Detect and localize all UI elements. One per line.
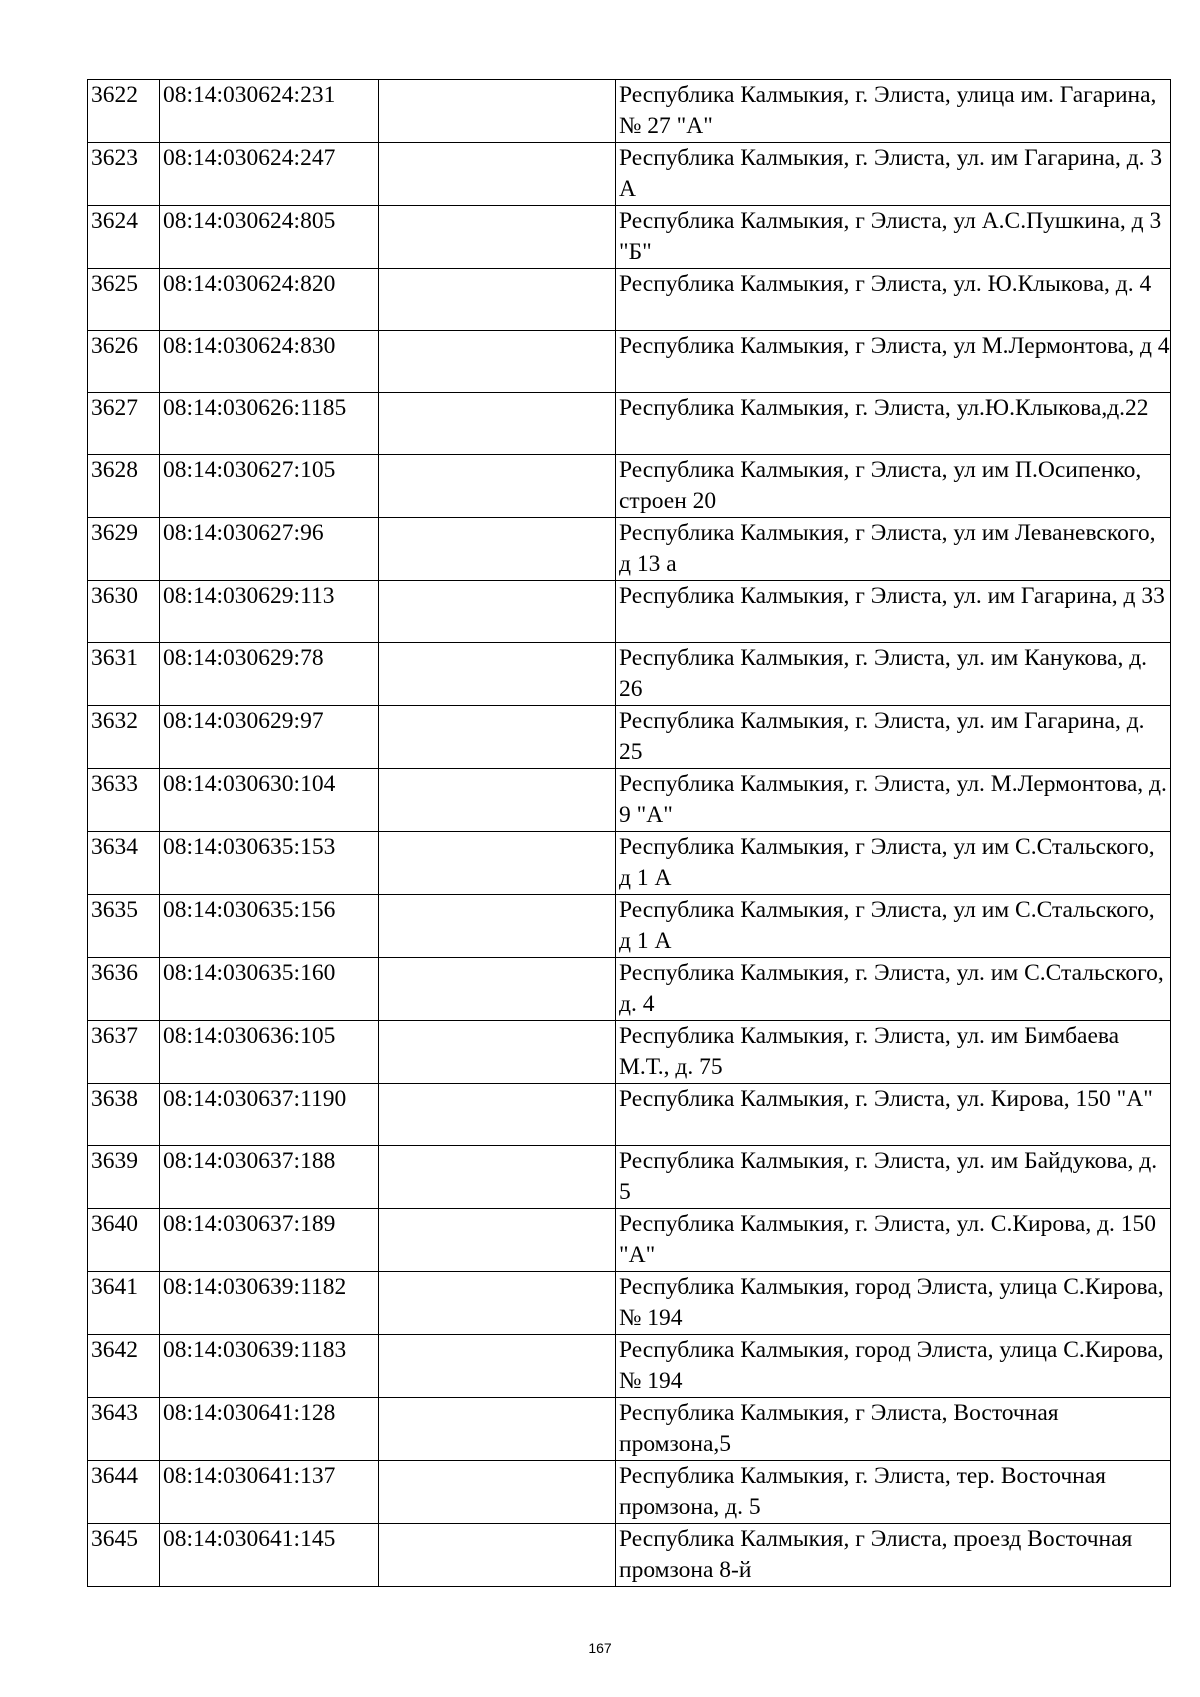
empty-cell <box>379 1021 616 1084</box>
row-number-cell: 3629 <box>88 518 160 581</box>
empty-cell <box>379 958 616 1021</box>
row-number-cell: 3633 <box>88 769 160 832</box>
address-cell: Республика Калмыкия, г. Элиста, ул. Кирова, 150 "А" <box>616 1084 1171 1146</box>
cadastral-number-cell: 08:14:030637:189 <box>160 1209 379 1272</box>
address-cell: Республика Калмыкия, г. Элиста, ул. им Канукова, д. 26 <box>616 643 1171 706</box>
row-number-cell: 3641 <box>88 1272 160 1335</box>
address-cell: Республика Калмыкия, город Элиста, улица С.Кирова, № 194 <box>616 1272 1171 1335</box>
cadastral-number-cell: 08:14:030624:231 <box>160 80 379 143</box>
page-number: 167 <box>588 1640 612 1656</box>
row-number-cell: 3630 <box>88 581 160 643</box>
row-number-cell: 3626 <box>88 331 160 393</box>
address-cell: Республика Калмыкия, г. Элиста, ул. им Байдукова, д. 5 <box>616 1146 1171 1209</box>
row-number-cell: 3624 <box>88 206 160 269</box>
cadastral-number-cell: 08:14:030637:188 <box>160 1146 379 1209</box>
table-row <box>88 769 1171 832</box>
cadastral-number-cell: 08:14:030639:1183 <box>160 1335 379 1398</box>
table-row <box>88 143 1171 206</box>
address-cell: Республика Калмыкия, г. Элиста, ул. им С.Стальского, д. 4 <box>616 958 1171 1021</box>
row-number-cell: 3632 <box>88 706 160 769</box>
empty-cell <box>379 393 616 455</box>
row-number-cell: 3628 <box>88 455 160 518</box>
cadastral-number-cell: 08:14:030636:105 <box>160 1021 379 1084</box>
row-number-cell: 3625 <box>88 269 160 331</box>
empty-cell <box>379 1398 616 1461</box>
address-cell: Республика Калмыкия, г. Элиста, ул. им Гагарина, д. 25 <box>616 706 1171 769</box>
table-row <box>88 1272 1171 1335</box>
cadastral-number-cell: 08:14:030624:830 <box>160 331 379 393</box>
cadastral-number-cell: 08:14:030629:78 <box>160 643 379 706</box>
cadastral-number-cell: 08:14:030629:97 <box>160 706 379 769</box>
empty-cell <box>379 80 616 143</box>
cadastral-number-cell: 08:14:030626:1185 <box>160 393 379 455</box>
address-cell: Республика Калмыкия, г. Элиста, улица им. Гагарина, № 27 "А" <box>616 80 1171 143</box>
address-cell: Республика Калмыкия, г Элиста, ул им П.Осипенко, строен 20 <box>616 455 1171 518</box>
address-cell: Республика Калмыкия, г Элиста, ул А.С.Пушкина, д 3 "Б" <box>616 206 1171 269</box>
table-row <box>88 206 1171 269</box>
row-number-cell: 3645 <box>88 1524 160 1587</box>
address-cell: Республика Калмыкия, г Элиста, ул М.Лермонтова, д 4 <box>616 331 1171 393</box>
table-row <box>88 581 1171 643</box>
table-row <box>88 455 1171 518</box>
cadastral-number-cell: 08:14:030637:1190 <box>160 1084 379 1146</box>
empty-cell <box>379 1272 616 1335</box>
table-row <box>88 80 1171 143</box>
empty-cell <box>379 331 616 393</box>
table-row <box>88 1524 1171 1587</box>
row-number-cell: 3635 <box>88 895 160 958</box>
row-number-cell: 3643 <box>88 1398 160 1461</box>
address-cell: Республика Калмыкия, г. Элиста, ул. им Бимбаева М.Т., д. 75 <box>616 1021 1171 1084</box>
cadastral-number-cell: 08:14:030627:105 <box>160 455 379 518</box>
table-row <box>88 1461 1171 1524</box>
cadastral-number-cell: 08:14:030624:820 <box>160 269 379 331</box>
empty-cell <box>379 769 616 832</box>
cadastral-number-cell: 08:14:030635:160 <box>160 958 379 1021</box>
empty-cell <box>379 643 616 706</box>
registry-table <box>87 79 1171 1587</box>
empty-cell <box>379 1209 616 1272</box>
table-row <box>88 269 1171 331</box>
address-cell: Республика Калмыкия, г Элиста, ул им С.Стальского, д 1 А <box>616 895 1171 958</box>
table-row <box>88 1146 1171 1209</box>
cadastral-number-cell: 08:14:030624:247 <box>160 143 379 206</box>
address-cell: Республика Калмыкия, г Элиста, ул. Ю.Клыкова, д. 4 <box>616 269 1171 331</box>
address-cell: Республика Калмыкия, г Элиста, ул им С.Стальского, д 1 А <box>616 832 1171 895</box>
table-row <box>88 1209 1171 1272</box>
empty-cell <box>379 269 616 331</box>
row-number-cell: 3642 <box>88 1335 160 1398</box>
table-row <box>88 518 1171 581</box>
row-number-cell: 3644 <box>88 1461 160 1524</box>
empty-cell <box>379 706 616 769</box>
empty-cell <box>379 895 616 958</box>
address-cell: Республика Калмыкия, г. Элиста, ул. им Гагарина, д. 3 А <box>616 143 1171 206</box>
address-cell: Республика Калмыкия, г Элиста, проезд Восточная промзона 8-й <box>616 1524 1171 1587</box>
row-number-cell: 3638 <box>88 1084 160 1146</box>
address-cell: Республика Калмыкия, г. Элиста, ул. С.Кирова, д. 150 "А" <box>616 1209 1171 1272</box>
row-number-cell: 3636 <box>88 958 160 1021</box>
address-cell: Республика Калмыкия, г Элиста, Восточная промзона,5 <box>616 1398 1171 1461</box>
address-cell: Республика Калмыкия, город Элиста, улица С.Кирова, № 194 <box>616 1335 1171 1398</box>
cadastral-number-cell: 08:14:030630:104 <box>160 769 379 832</box>
address-cell: Республика Калмыкия, г. Элиста, ул. М.Лермонтова, д. 9 "А" <box>616 769 1171 832</box>
row-number-cell: 3634 <box>88 832 160 895</box>
row-number-cell: 3622 <box>88 80 160 143</box>
table-row <box>88 331 1171 393</box>
table-row <box>88 1084 1171 1146</box>
address-cell: Республика Калмыкия, г Элиста, ул. им Гагарина, д 33 <box>616 581 1171 643</box>
table-row <box>88 706 1171 769</box>
address-cell: Республика Калмыкия, г. Элиста, ул.Ю.Клыкова,д.22 <box>616 393 1171 455</box>
empty-cell <box>379 832 616 895</box>
empty-cell <box>379 1335 616 1398</box>
registry-table-body <box>88 80 1171 1587</box>
cadastral-number-cell: 08:14:030627:96 <box>160 518 379 581</box>
empty-cell <box>379 143 616 206</box>
empty-cell <box>379 1146 616 1209</box>
cadastral-number-cell: 08:14:030641:137 <box>160 1461 379 1524</box>
row-number-cell: 3640 <box>88 1209 160 1272</box>
empty-cell <box>379 1461 616 1524</box>
row-number-cell: 3637 <box>88 1021 160 1084</box>
table-row <box>88 1335 1171 1398</box>
empty-cell <box>379 1084 616 1146</box>
empty-cell <box>379 581 616 643</box>
cadastral-number-cell: 08:14:030635:156 <box>160 895 379 958</box>
empty-cell <box>379 1524 616 1587</box>
row-number-cell: 3623 <box>88 143 160 206</box>
empty-cell <box>379 206 616 269</box>
empty-cell <box>379 518 616 581</box>
row-number-cell: 3627 <box>88 393 160 455</box>
address-cell: Республика Калмыкия, г. Элиста, тер. Восточная промзона, д. 5 <box>616 1461 1171 1524</box>
table-row <box>88 1398 1171 1461</box>
table-row <box>88 895 1171 958</box>
cadastral-number-cell: 08:14:030641:145 <box>160 1524 379 1587</box>
cadastral-number-cell: 08:14:030624:805 <box>160 206 379 269</box>
table-row <box>88 643 1171 706</box>
row-number-cell: 3631 <box>88 643 160 706</box>
cadastral-number-cell: 08:14:030639:1182 <box>160 1272 379 1335</box>
cadastral-number-cell: 08:14:030641:128 <box>160 1398 379 1461</box>
table-row <box>88 958 1171 1021</box>
table-row <box>88 1021 1171 1084</box>
row-number-cell: 3639 <box>88 1146 160 1209</box>
address-cell: Республика Калмыкия, г Элиста, ул им Леваневского, д 13 а <box>616 518 1171 581</box>
table-row <box>88 393 1171 455</box>
cadastral-number-cell: 08:14:030629:113 <box>160 581 379 643</box>
table-row <box>88 832 1171 895</box>
empty-cell <box>379 455 616 518</box>
cadastral-number-cell: 08:14:030635:153 <box>160 832 379 895</box>
